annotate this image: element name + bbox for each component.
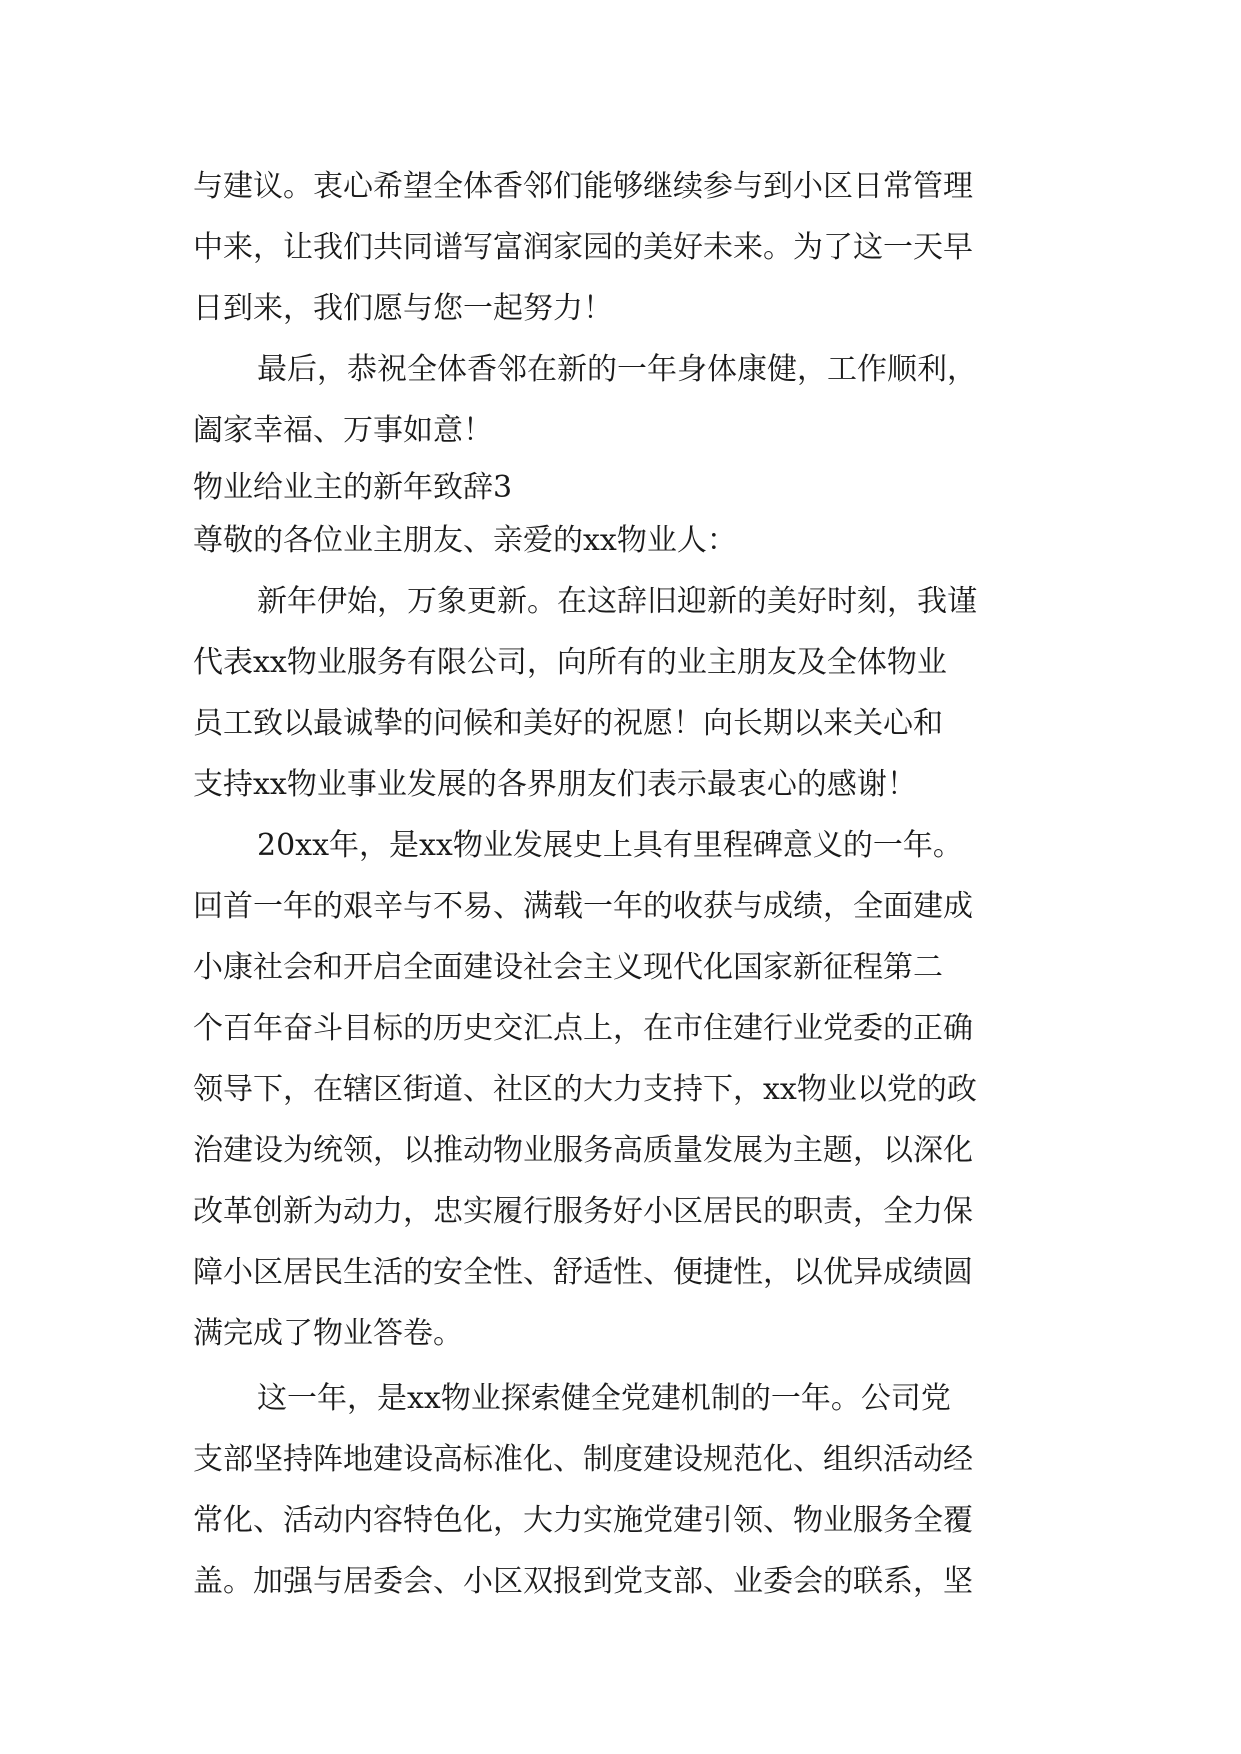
text-line: 支持xx物业事业发展的各界朋友们表示最衷心的感谢！: [193, 767, 917, 802]
text-line: 代表xx物业服务有限公司，向所有的业主朋友及全体物业: [193, 645, 947, 680]
text-line: 治建设为统领，以推动物业服务高质量发展为主题，以深化: [193, 1133, 973, 1168]
text-line: 常化、活动内容特色化，大力实施党建引领、物业服务全覆: [193, 1503, 973, 1538]
paragraph-first-line: 20xx年，是xx物业发展史上具有里程碑意义的一年。: [257, 828, 963, 863]
text-line: 支部坚持阵地建设高标准化、制度建设规范化、组织活动经: [193, 1442, 973, 1477]
text-line: 员工致以最诚挚的问候和美好的祝愿！向长期以来关心和: [193, 706, 943, 741]
text-line: 小康社会和开启全面建设社会主义现代化国家新征程第二: [193, 950, 943, 985]
text-line: 个百年奋斗目标的历史交汇点上，在市住建行业党委的正确: [193, 1011, 973, 1046]
text-line: 满完成了物业答卷。: [193, 1316, 463, 1351]
text-line: 障小区居民生活的安全性、舒适性、便捷性，以优异成绩圆: [193, 1255, 973, 1290]
text-line: 改革创新为动力，忠实履行服务好小区居民的职责，全力保: [193, 1194, 973, 1229]
salutation: 尊敬的各位业主朋友、亲爱的xx物业人：: [193, 523, 737, 558]
text-line: 日到来，我们愿与您一起努力！: [193, 291, 613, 326]
text-line: 回首一年的艰辛与不易、满载一年的收获与成绩，全面建成: [193, 889, 973, 924]
section-heading: 物业给业主的新年致辞3: [193, 470, 513, 505]
paragraph-first-line: 这一年，是xx物业探索健全党建机制的一年。公司党: [257, 1381, 951, 1416]
text-line: 中来，让我们共同谱写富润家园的美好未来。为了这一天早: [193, 230, 973, 265]
text-line: 领导下，在辖区街道、社区的大力支持下，xx物业以党的政: [193, 1072, 977, 1107]
text-line: 与建议。衷心希望全体香邻们能够继续参与到小区日常管理: [193, 169, 973, 204]
text-line: 盖。加强与居委会、小区双报到党支部、业委会的联系，坚: [193, 1564, 973, 1599]
document-body: [193, 156, 1053, 1612]
text-line: 阖家幸福、万事如意！: [193, 413, 493, 448]
paragraph-first-line: 新年伊始，万象更新。在这辞旧迎新的美好时刻，我谨: [257, 584, 977, 619]
paragraph-first-line: 最后，恭祝全体香邻在新的一年身体康健，工作顺利，: [257, 352, 977, 387]
